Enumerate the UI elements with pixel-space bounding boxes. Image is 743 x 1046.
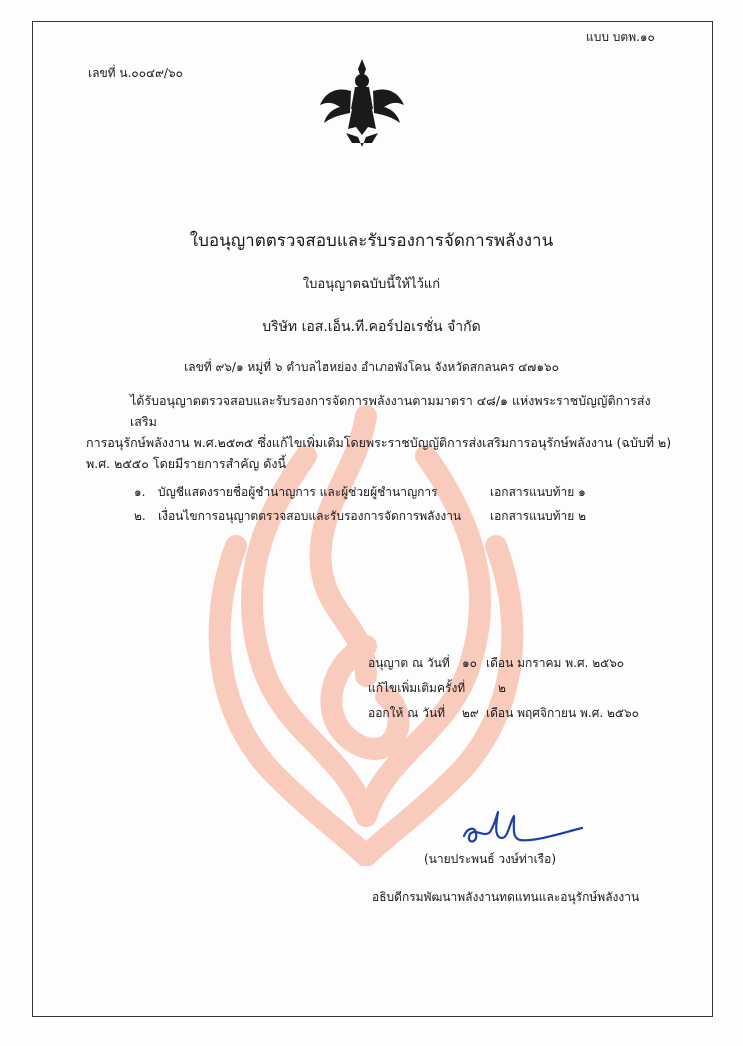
garuda-emblem-icon [318, 57, 406, 149]
amendment-label: แก้ไขเพิ่มเติมครั้งที่ [368, 681, 466, 695]
item-attachment: เอกสารแนบท้าย ๒ [490, 509, 587, 523]
permit-month-year: เดือน มกราคม พ.ศ. ๒๕๖๐ [486, 656, 625, 670]
issue-month-year: เดือน พฤศจิกายน พ.ศ. ๒๕๖๐ [486, 706, 639, 720]
signer-title: อธิบดีกรมพัฒนาพลังงานทดแทนและอนุรักษ์พลังงาน [372, 890, 640, 904]
signer-name: (นายประพนธ์ วงษ์ท่าเรือ) [424, 852, 557, 866]
body-line-3: พ.ศ. ๒๕๕๐ โดยมีรายการสำคัญ ดังนี้ [86, 456, 287, 471]
company-address: เลขที่ ๙๖/๑ หมู่ที่ ๖ ตำบลไฮหย่อง อำเภอพังโคน จังหวัดสกลนคร ๔๗๑๖๐ [184, 360, 559, 374]
item-text: บัญชีแสดงรายชื่อผู้ชำนาญการ และผู้ช่วยผู้ชำนาญการ [158, 485, 438, 499]
body-line-1: ได้รับอนุญาตตรวจสอบและรับรองการจัดการพลังงานตามมาตรา ๔๘/๑ แห่งพระราชบัญญัติการส่งเสริม [130, 393, 651, 429]
issued-to-label: ใบอนุญาตฉบับนี้ให้ไว้แก่ [302, 277, 441, 292]
signature-icon [458, 808, 586, 848]
item-attachment: เอกสารแนบท้าย ๑ [490, 485, 586, 499]
body-line-2: การอนุรักษ์พลังงาน พ.ศ.๒๕๓๕ ซึ่งแก้ไขเพิ่มเติมโดยพระราชบัญญัติการส่งเสริมการอนุรักษ์พลังงาน (ฉบับที่ ๒) [86, 435, 672, 450]
permit-day: ๑๐ [462, 656, 477, 670]
body-paragraph [86, 390, 676, 474]
item-number: ๒. [134, 509, 146, 523]
company-name: บริษัท เอส.เอ็น.ที.คอร์ปอเรชั่น จำกัด [262, 319, 481, 335]
license-number: เลขที่ น.๐๐๔๙/๖๐ [88, 66, 183, 80]
item-number: ๑. [134, 485, 146, 499]
issue-date-label: ออกให้ ณ วันที่ [368, 706, 446, 720]
permit-date-label: อนุญาต ณ วันที่ [368, 656, 450, 670]
amendment-number: ๒ [498, 681, 506, 695]
issue-day: ๒๙ [462, 706, 479, 720]
form-code: แบบ บตพ.๑๐ [586, 30, 655, 44]
item-text: เงื่อนไขการอนุญาตตรวจสอบและรับรองการจัดการพลังงาน [158, 509, 462, 523]
certificate-title: ใบอนุญาตตรวจสอบและรับรองการจัดการพลังงาน [189, 231, 554, 251]
